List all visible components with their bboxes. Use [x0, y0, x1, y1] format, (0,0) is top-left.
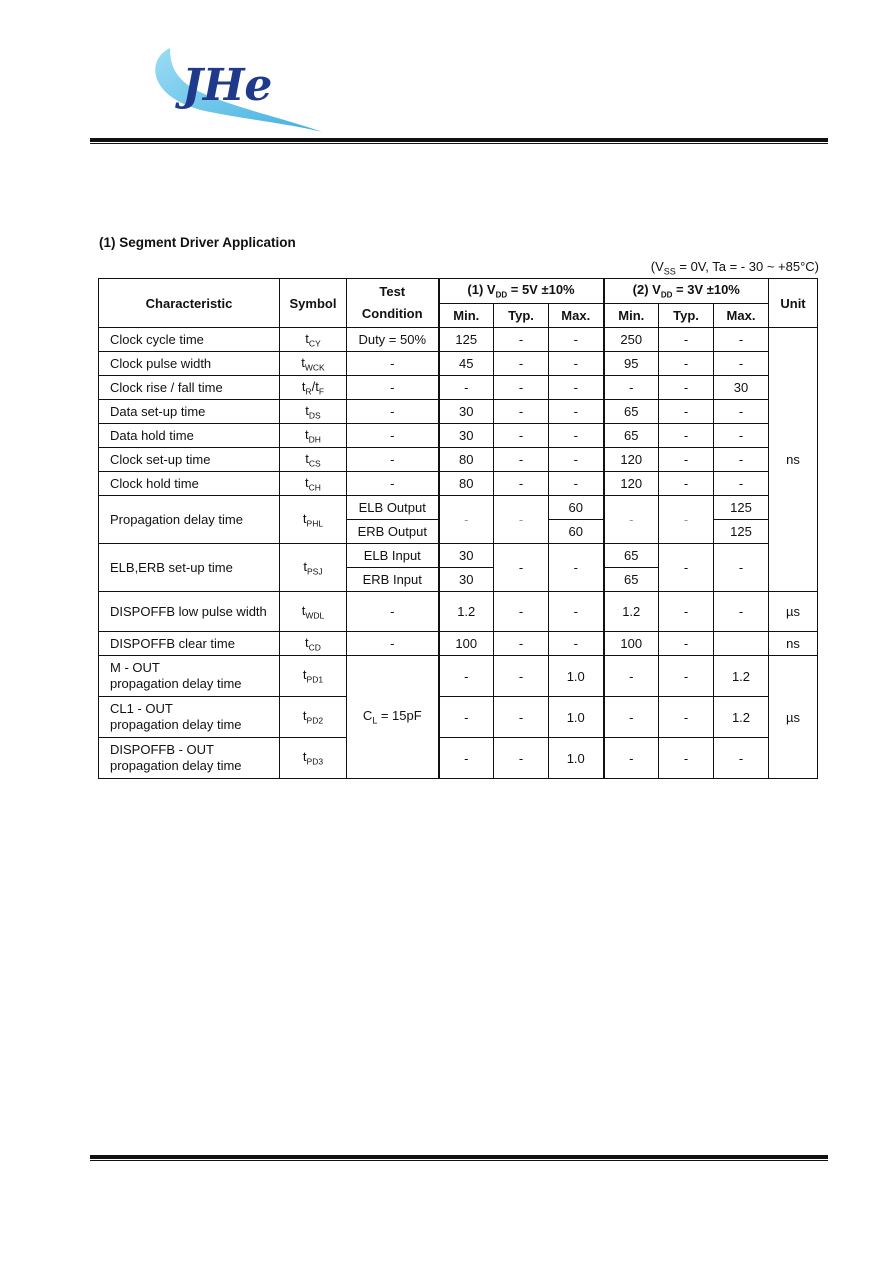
- header-max-1: Max.: [549, 304, 604, 328]
- section-title: (1) Segment Driver Application: [99, 235, 296, 250]
- table-row: DISPOFFB low pulse width $t_{WDL}$ - 1.2 - - 1.2 - - µs: [99, 592, 818, 632]
- unit-ns-2: ns: [769, 632, 818, 656]
- footer-rule: [90, 1155, 828, 1159]
- header-typ-2: Typ.: [659, 304, 714, 328]
- table-row: Clock pulse width $t_{WCK}$ - 45 - - 95 - -: [99, 352, 818, 376]
- table-row: ELB,ERB set-up time $t_{PSJ}$ ELB Input 30 - - 65 - -: [99, 544, 818, 568]
- table-row: Data set-up time $t_{DS}$ - 30 - - 65 - -: [99, 400, 818, 424]
- header-test-condition: Test Condition: [347, 279, 439, 328]
- company-logo: [140, 40, 330, 135]
- header-vdd-5v: (1) $V_{DD} = 5V \pm 10\%$: [439, 279, 604, 304]
- table-row: M - OUT propagation delay time $t_{PD1}$ $C_L = 15pF$ - - 1.0 - - 1.2 µs: [99, 656, 818, 697]
- table-row: Propagation delay time $t_{PHL}$ ELB Output - - 60 - - 125: [99, 496, 818, 520]
- table-row: DISPOFFB - OUT propagation delay time $t_{PD3}$ - - 1.0 - - -: [99, 738, 818, 779]
- load-capacitance-condition: $C_L = 15pF$: [347, 656, 439, 779]
- test-conditions: ($V_{SS} = 0V$, Ta = - 30 ~ +85°C): [650, 259, 819, 277]
- logo-text: JHe: [182, 60, 273, 111]
- unit-us: µs: [769, 592, 818, 632]
- table-row: ERB Input 30 65: [99, 568, 818, 592]
- header-characteristic: Characteristic: [99, 279, 280, 328]
- table-row: DISPOFFB clear time $t_{CD}$ - 100 - - 100 - ns: [99, 632, 818, 656]
- header-vdd-3v: (2) $V_{DD} = 3V \pm 10\%$: [604, 279, 769, 304]
- header-unit: Unit: [769, 279, 818, 328]
- unit-us-bottom: µs: [769, 656, 818, 779]
- table-row: Clock cycle time $t_{CY}$ Duty = 50% 125 - - 250 - - ns: [99, 328, 818, 352]
- table-row: Clock rise / fall time $t_R/t_F$ - - - - - - 30: [99, 376, 818, 400]
- header-min-1: Min.: [439, 304, 494, 328]
- unit-ns: ns: [769, 328, 818, 592]
- header-rule-thin: [90, 143, 828, 144]
- table-row: Clock set-up time $t_{CS}$ - 80 - - 120 - -: [99, 448, 818, 472]
- table-row: Clock hold time $t_{CH}$ - 80 - - 120 - -: [99, 472, 818, 496]
- header-min-2: Min.: [604, 304, 659, 328]
- header-max-2: Max.: [714, 304, 769, 328]
- table-row: CL1 - OUT propagation delay time $t_{PD2}$ - - 1.0 - - 1.2: [99, 697, 818, 738]
- footer-rule-thin: [90, 1160, 828, 1161]
- timing-table: [98, 278, 818, 779]
- logo-graphic: [140, 40, 330, 135]
- header-typ-1: Typ.: [494, 304, 549, 328]
- header-symbol: Symbol: [280, 279, 347, 328]
- header-rule: [90, 138, 828, 142]
- table-row: Data hold time $t_{DH}$ - 30 - - 65 - -: [99, 424, 818, 448]
- table-row: ERB Output 60 125: [99, 520, 818, 544]
